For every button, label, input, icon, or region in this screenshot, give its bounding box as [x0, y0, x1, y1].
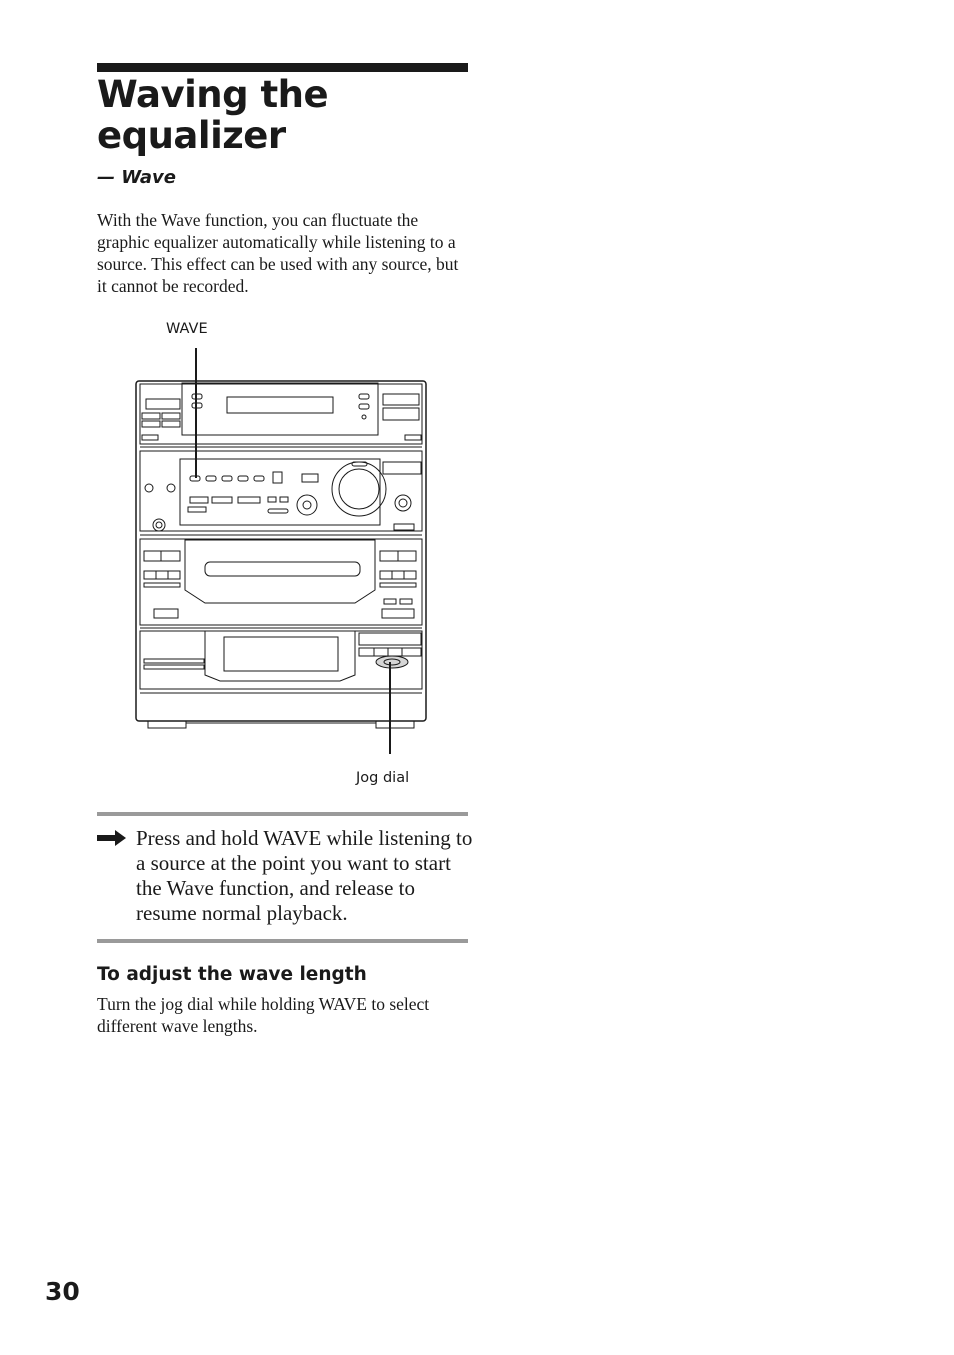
wave-callout-line — [195, 348, 197, 478]
jog-dial-callout-line — [389, 662, 391, 754]
step-bottom-rule — [97, 939, 468, 943]
step-top-rule — [97, 812, 468, 816]
jog-dial-label: Jog dial — [356, 770, 410, 786]
wave-label: WAVE — [166, 321, 208, 337]
stereo-system-illustration — [130, 375, 430, 760]
intro-paragraph: With the Wave function, you can fluctuate the graphic equalizer automatically while listening to a source. This effect can be used with any source, but it cannot be recorded. — [97, 210, 459, 296]
right-arrow-icon — [97, 830, 127, 846]
adjust-text: Turn the jog dial while holding WAVE to select different wave lengths. — [97, 994, 430, 1036]
page-subtitle: — Wave — [97, 167, 176, 188]
top-rule — [97, 63, 468, 72]
page-number: 30 — [45, 1277, 80, 1306]
page-title: Waving the equalizer — [97, 73, 329, 157]
adjust-heading: To adjust the wave length — [97, 964, 367, 985]
step-instruction: Press and hold WAVE while listening to a source at the point you want to start the Wave function, and release to resume normal playback. — [136, 826, 473, 925]
